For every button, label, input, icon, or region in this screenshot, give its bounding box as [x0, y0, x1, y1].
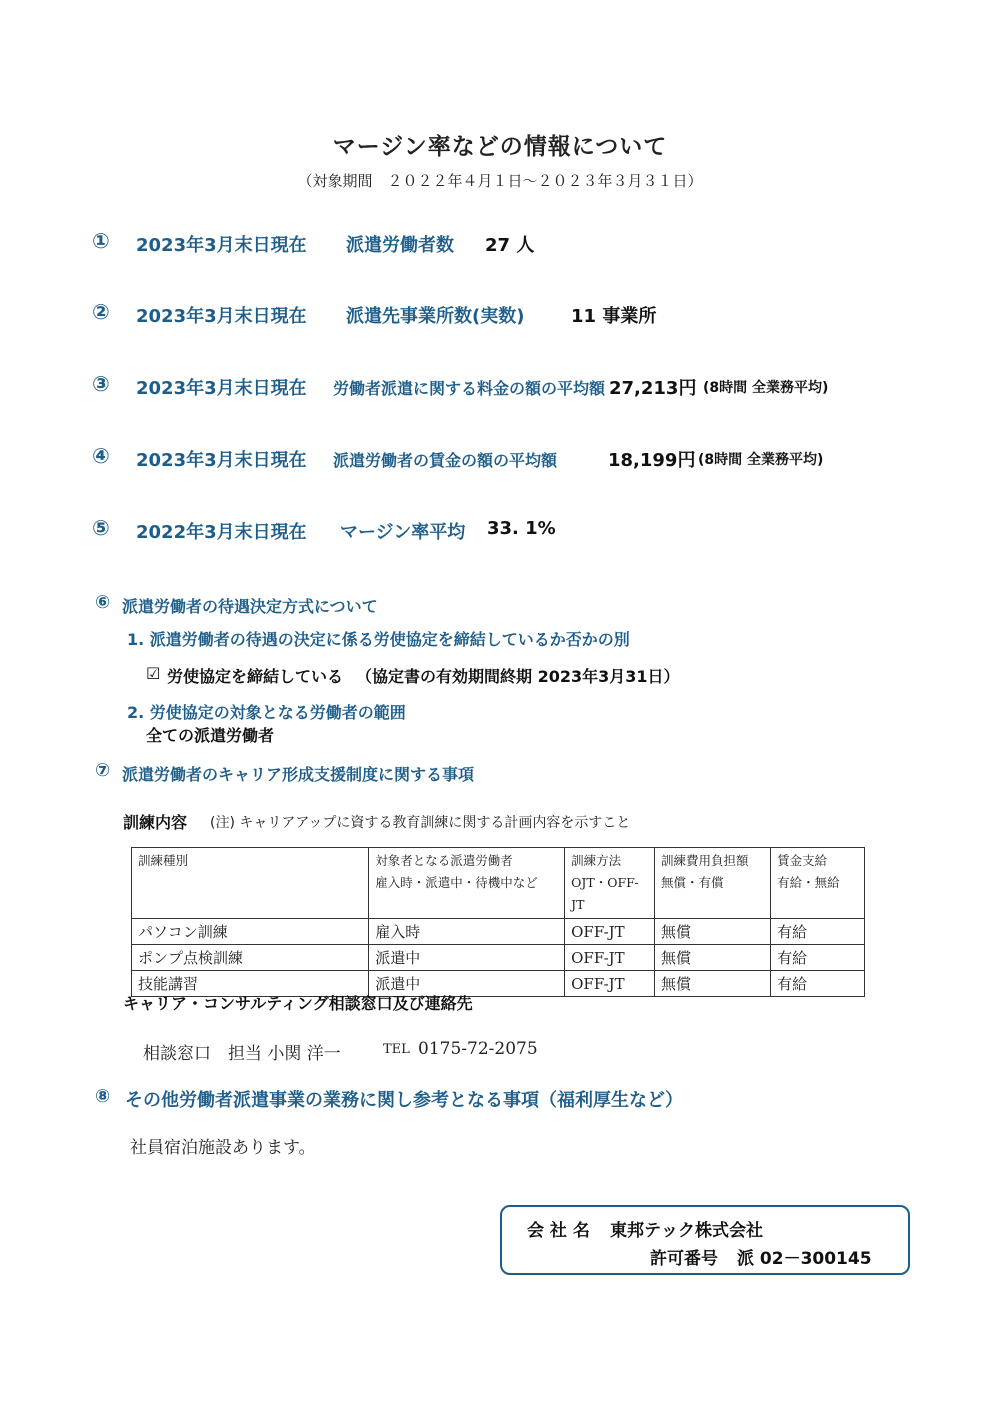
table-cell: 技能講習	[132, 971, 369, 997]
tel-number: 0175-72-2075	[418, 1039, 538, 1059]
item-3-value: 27,213円	[609, 378, 697, 399]
item-2-mark: ②	[92, 300, 110, 324]
page-title: マージン率などの情報について	[332, 134, 668, 160]
table-cell: 無償	[654, 919, 770, 945]
item-4-label: 派遣労働者の賃金の額の平均額	[333, 451, 558, 470]
table-cell: 有給	[771, 945, 865, 971]
consult-heading: キャリア・コンサルティング相談窓口及び連絡先	[123, 994, 473, 1013]
section-7-mark: ⑦	[95, 760, 111, 781]
table-cell: 無償	[654, 945, 770, 971]
item-3-label: 労働者派遣に関する料金の額の平均額	[333, 379, 606, 398]
header-method: 訓練方法	[571, 853, 622, 868]
item-5-date: 2022年3月末日現在	[136, 522, 307, 543]
section-6-mark: ⑥	[95, 592, 111, 613]
table-row	[132, 919, 865, 945]
training-title: 訓練内容	[123, 813, 188, 832]
item-2-label: 派遣先事業所数(実数)	[346, 306, 525, 327]
item-1-label: 派遣労働者数	[346, 235, 454, 256]
item-3-date: 2023年3月末日現在	[136, 378, 307, 399]
company-name-label: 会 社 名	[527, 1221, 590, 1241]
section-6-sub2: 2. 労使協定の対象となる労働者の範囲	[127, 703, 406, 722]
header-type: 訓練種別	[138, 853, 189, 868]
consult-line: 相談窓口 担当 小関 洋一	[143, 1044, 341, 1064]
checkbox-checked-icon: ☑	[146, 664, 161, 683]
section-6-sub1: 1. 派遣労働者の待遇の決定に係る労使協定を締結しているか否かの別	[127, 630, 630, 649]
item-4-note: (8時間 全業務平均)	[698, 452, 824, 468]
training-table	[131, 847, 865, 997]
section-8-heading: その他労働者派遣事業の業務に関し参考となる事項（福利厚生など）	[125, 1090, 683, 1111]
header-cost: 訓練費用負担額	[660, 853, 749, 868]
header-target-sub: 雇入時・派遣中・待機中など	[375, 875, 538, 890]
item-4-date: 2023年3月末日現在	[136, 450, 307, 471]
table-cell: 雇入時	[369, 919, 565, 945]
header-method-sub: OJT・OFF-JT	[571, 875, 639, 912]
table-cell: OFF-JT	[565, 919, 655, 945]
permit-label: 許可番号	[650, 1249, 718, 1269]
section-6-heading: 派遣労働者の待遇決定方式について	[122, 597, 378, 616]
item-1-value: 27 人	[485, 235, 535, 256]
table-header-cell	[369, 848, 565, 919]
table-header-row	[132, 848, 865, 919]
table-cell: ポンプ点検訓練	[132, 945, 369, 971]
item-4-mark: ④	[92, 444, 110, 468]
target-period: （対象期間 ２０２２年４月１日～２０２３年３月３１日）	[297, 172, 703, 190]
section-6-check-note: （協定書の有効期間終期 2023年3月31日）	[356, 667, 680, 686]
header-target: 対象者となる派遣労働者	[375, 853, 513, 868]
item-3-note: (8時間 全業務平均)	[703, 380, 829, 396]
header-wage-sub: 有給・無給	[777, 875, 840, 890]
header-wage: 賃金支給	[777, 853, 828, 868]
table-header-cell	[654, 848, 770, 919]
table-cell: 有給	[771, 919, 865, 945]
item-5-mark: ⑤	[92, 516, 110, 540]
item-1-date: 2023年3月末日現在	[136, 235, 307, 256]
section-8-body: 社員宿泊施設あります。	[130, 1138, 316, 1158]
item-2-date: 2023年3月末日現在	[136, 306, 307, 327]
table-row	[132, 945, 865, 971]
table-cell: パソコン訓練	[132, 919, 369, 945]
section-7-heading: 派遣労働者のキャリア形成支援制度に関する事項	[122, 765, 475, 784]
training-note: (注) キャリアアップに資する教育訓練に関する計画内容を示すこと	[210, 815, 631, 831]
table-cell: 有給	[771, 971, 865, 997]
header-cost-sub: 無償・有償	[660, 875, 724, 890]
item-1-mark: ①	[92, 229, 110, 253]
table-cell: 派遣中	[369, 945, 565, 971]
item-2-value: 11 事業所	[571, 306, 657, 327]
section-6-check-label: 労使協定を締結している	[167, 667, 344, 686]
table-cell: 派遣中	[369, 971, 565, 997]
section-6-sub2-value: 全ての派遣労働者	[146, 726, 275, 745]
permit-number: 派 02－300145	[737, 1249, 872, 1269]
table-cell: 無償	[654, 971, 770, 997]
table-header-cell	[565, 848, 655, 919]
section-8-mark: ⑧	[95, 1086, 111, 1107]
table-cell: OFF-JT	[565, 945, 655, 971]
item-3-mark: ③	[92, 372, 110, 396]
item-5-label: マージン率平均	[340, 522, 466, 543]
table-cell: OFF-JT	[565, 971, 655, 997]
item-4-value: 18,199円	[608, 450, 696, 471]
tel-label: TEL	[383, 1042, 410, 1057]
company-name: 東邦テック株式会社	[610, 1221, 763, 1241]
item-5-value: 33. 1%	[487, 518, 556, 539]
table-header-cell	[132, 848, 369, 919]
table-header-cell	[771, 848, 865, 919]
